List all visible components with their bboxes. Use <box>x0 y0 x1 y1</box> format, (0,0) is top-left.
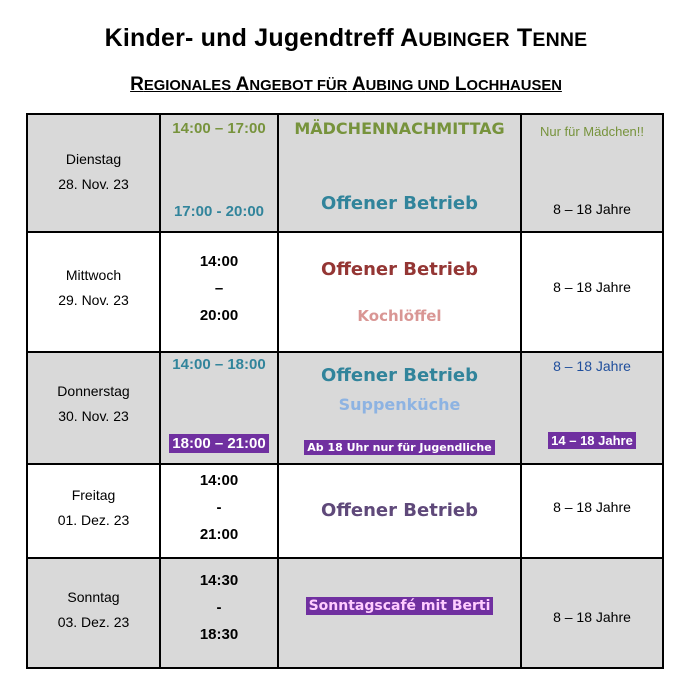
offer-kochloeffel: Kochlöffel <box>357 307 442 325</box>
time-start: 14:00 <box>199 253 239 270</box>
time-cell <box>160 558 278 668</box>
day-date: 30. Nov. 23 <box>58 408 129 424</box>
day-cell <box>27 232 160 352</box>
age-range: 8 – 18 Jahre <box>553 279 631 295</box>
day-name: Mittwoch <box>65 267 122 283</box>
time-start: 14:00 <box>199 472 239 489</box>
day-cell <box>27 464 160 558</box>
title-part-3: ENNE <box>532 29 588 51</box>
day-cell <box>27 114 160 232</box>
schedule-table <box>26 113 664 669</box>
offer-cell <box>278 114 521 232</box>
time-end: 20:00 <box>199 307 239 324</box>
table-row-sonntag <box>27 558 663 668</box>
table-row-freitag <box>27 464 663 558</box>
age-cell <box>521 114 663 232</box>
offer-maedchennachmittag: MÄDCHENNACHMITTAG <box>294 119 505 138</box>
day-date: 01. Dez. 23 <box>57 512 130 528</box>
page-subtitle: REGIONALES ANGEBOT FÜR AUBING UND LOCHHAUSEN <box>130 74 562 95</box>
time-separator: - <box>216 499 222 516</box>
title-part-2: UBINGER <box>418 29 510 51</box>
day-date: 28. Nov. 23 <box>58 176 129 192</box>
offer-offener-betrieb: Offener Betrieb <box>321 193 478 214</box>
age-range: 8 – 18 Jahre <box>553 201 631 217</box>
time-start: 14:30 <box>199 572 239 589</box>
day-name: Sonntag <box>67 589 120 605</box>
age-range: 8 – 18 Jahre <box>553 609 631 625</box>
offer-note-jugendliche: Ab 18 Uhr nur für Jugendliche <box>304 440 494 455</box>
title-part-1: Kinder- und Jugendtreff A <box>104 24 419 52</box>
table-row-dienstag <box>27 114 663 232</box>
offer-cell <box>278 352 521 464</box>
age-range-1: 8 – 18 Jahre <box>553 358 631 374</box>
offer-suppenkueche: Suppenküche <box>338 395 461 414</box>
age-note: Nur für Mädchen!! <box>539 124 645 139</box>
time-end: 21:00 <box>199 526 239 543</box>
table-row-mittwoch <box>27 232 663 352</box>
day-name: Dienstag <box>65 151 122 167</box>
age-cell <box>521 558 663 668</box>
day-cell <box>27 352 160 464</box>
time-end: 18:30 <box>199 626 239 643</box>
time-separator: – <box>214 280 224 297</box>
offer-offener-betrieb: Offener Betrieb <box>321 259 478 280</box>
age-cell <box>521 464 663 558</box>
time-slot-1: 14:00 – 17:00 <box>172 120 266 137</box>
offer-cell <box>278 464 521 558</box>
offer-offener-betrieb: Offener Betrieb <box>321 365 478 386</box>
time-cell <box>160 464 278 558</box>
offer-cell <box>278 232 521 352</box>
offer-offener-betrieb: Offener Betrieb <box>321 500 478 521</box>
time-separator: - <box>216 599 222 616</box>
offer-sonntagscafe: Sonntagscafé mit Berti <box>306 597 494 615</box>
time-cell <box>160 352 278 464</box>
age-range: 8 – 18 Jahre <box>553 499 631 515</box>
offer-cell <box>278 558 521 668</box>
age-range-2: 14 – 18 Jahre <box>548 432 636 449</box>
day-date: 29. Nov. 23 <box>58 292 129 308</box>
time-slot-2: 18:00 – 21:00 <box>169 434 268 453</box>
day-cell <box>27 558 160 668</box>
age-cell <box>521 352 663 464</box>
time-cell <box>160 232 278 352</box>
table-row-donnerstag <box>27 352 663 464</box>
day-name: Donnerstag <box>57 383 130 399</box>
time-cell <box>160 114 278 232</box>
age-cell <box>521 232 663 352</box>
day-name: Freitag <box>71 487 116 503</box>
page-title: Kinder- und Jugendtreff AUBINGER TENNE <box>104 24 588 52</box>
time-slot-2: 17:00 - 20:00 <box>173 203 265 220</box>
day-date: 03. Dez. 23 <box>57 614 130 630</box>
time-slot-1: 14:00 – 18:00 <box>172 356 266 373</box>
